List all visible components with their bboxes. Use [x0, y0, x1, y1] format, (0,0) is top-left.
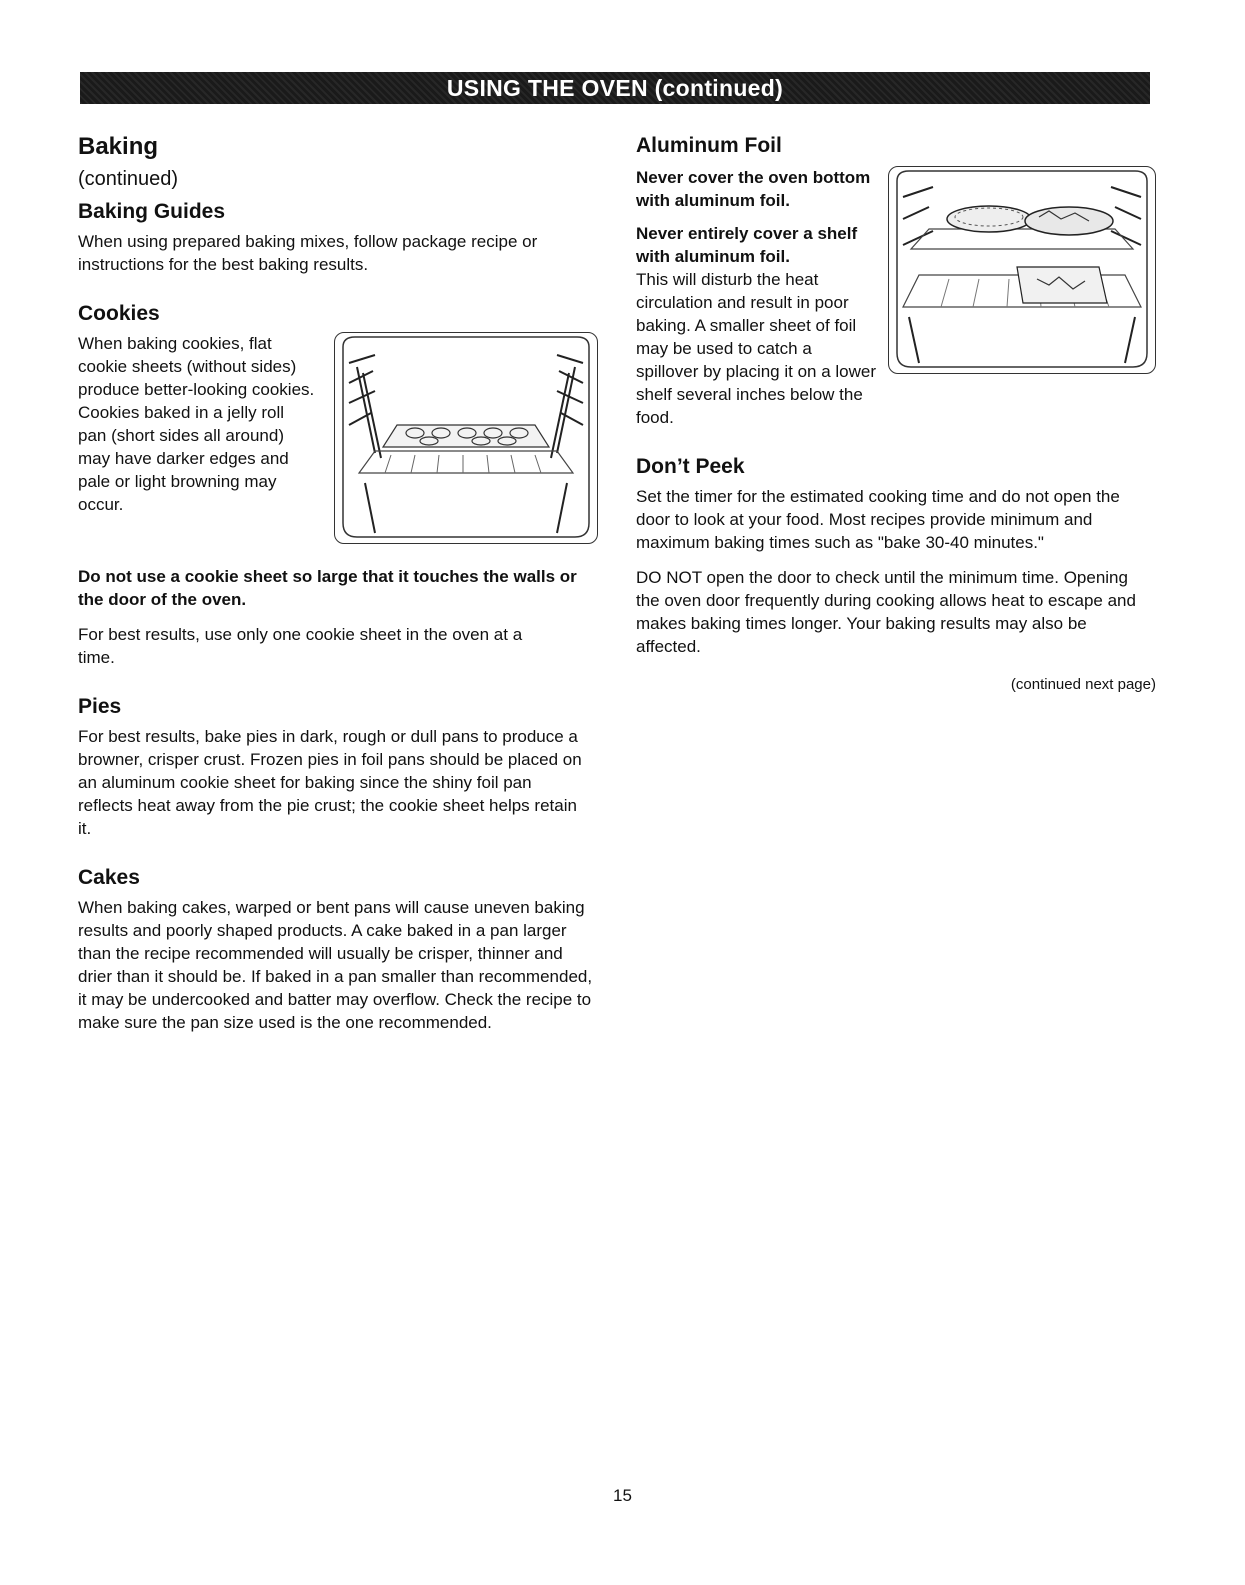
cakes-text: When baking cakes, warped or bent pans will cause uneven baking results and poorly shaped products. A cake baked in a pan larger than the recipe recommended will usually be crisper, thinner and drier than it should be. If baked in a pan smaller than recommended, it may be undercooked and batter may overflow. Check the recipe to make sure the pan size used is the one recommended.: [78, 898, 593, 1032]
foil-text: This will disturb the heat circulation and result in poor baking. A smaller sheet of foil may be used to catch a spillover by placing it on a lower shelf several inches below the food.: [636, 270, 877, 427]
dont-peek-heading: Don’t Peek: [636, 455, 745, 478]
pies-text: For best results, bake pies in dark, rough or dull pans to produce a browner, crisper crust. Frozen pies in foil pans should be placed on an aluminum cookie sheet for baking since the shiny foil pan reflects heat away from the pie crust; the cookie sheet helps retain it.: [78, 727, 582, 838]
banner-title: USING THE OVEN (continued): [446, 74, 784, 101]
baking-continued-label: (continued): [78, 168, 179, 190]
foil-oven-illustration: [888, 166, 1156, 379]
continued-note: (continued next page): [1010, 676, 1156, 693]
cookies-warning: Do not use a cookie sheet so large that it touches the walls or the door of the oven.: [78, 567, 577, 609]
dont-peek-text-1: Set the timer for the estimated cooking time and do not open the door to look at your food. Most recipes provide minimum and maximum baking times such as "bake 30-40 minutes.": [636, 487, 1120, 552]
baking-guides-text: When using prepared baking mixes, follow package recipe or instructions for the best baking results.: [78, 232, 538, 274]
cakes-heading: Cakes: [78, 866, 140, 889]
left-column: [78, 132, 598, 1034]
cookies-text: When baking cookies, flat cookie sheets (without sides) produce better-looking cookies. Cookies baked in a jelly roll pan (short sides all around) may have darker edges and pale or light browning may occur.: [78, 334, 315, 514]
cookies-tip: For best results, use only one cookie sheet in the oven at a time.: [78, 625, 523, 667]
cookie-oven-illustration: [334, 332, 598, 549]
baking-guides-heading: Baking Guides: [78, 200, 226, 223]
foil-warning-bottom: Never cover the oven bottom with aluminum foil.: [636, 168, 871, 210]
pies-heading: Pies: [78, 695, 122, 718]
right-column: [636, 132, 1156, 693]
baking-heading: Baking: [78, 133, 159, 160]
aluminum-foil-heading: Aluminum Foil: [636, 134, 782, 157]
page-number: 15: [613, 1486, 632, 1505]
section-banner: [80, 72, 1150, 104]
dont-peek-text-2: DO NOT open the door to check until the minimum time. Opening the oven door frequently during cooking allows heat to escape and makes baking times longer. Your baking results may also be affected.: [636, 568, 1136, 656]
cookies-heading: Cookies: [78, 302, 160, 325]
foil-warning-shelf: Never entirely cover a shelf with aluminum foil.: [636, 224, 858, 266]
